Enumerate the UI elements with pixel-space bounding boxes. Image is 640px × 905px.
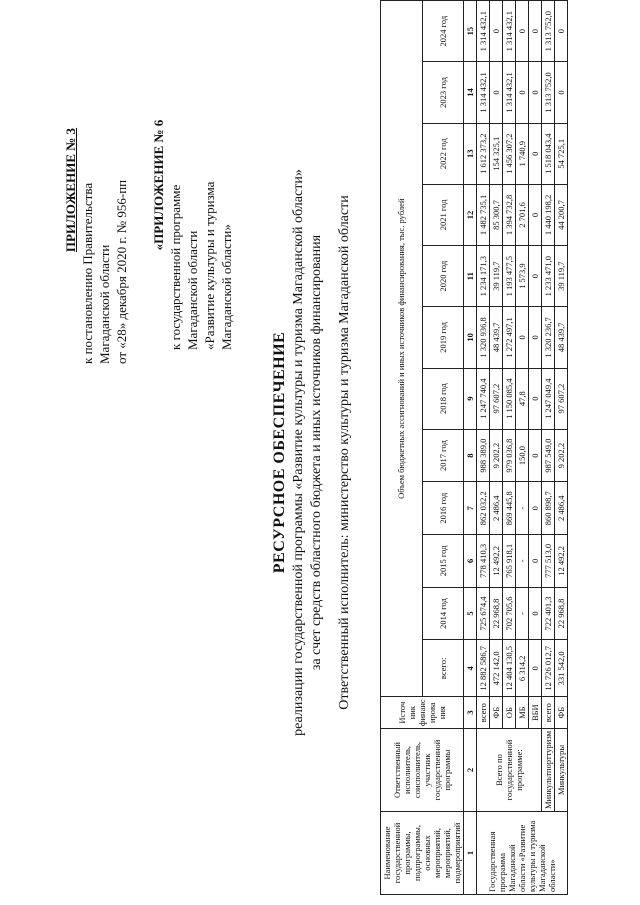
value-cell: 0	[516, 62, 529, 123]
value-cell: 0	[529, 429, 542, 482]
value-cell: 860 898,7	[542, 482, 555, 535]
value-cell: 862 032,2	[477, 482, 490, 535]
value-cell: 0	[529, 246, 542, 307]
document-subtitle: за счет средств областного бюджета и иных источников финансирования	[309, 234, 324, 671]
value-cell: 1 320 236,7	[542, 307, 555, 368]
value-cell: 12 404 130,5	[503, 640, 516, 697]
value-cell: 0	[516, 307, 529, 368]
responsible-executor: Ответственный исполнитель: министерство культуры и туризма Магаданской области	[337, 195, 352, 710]
col-header-total: всего:	[422, 640, 464, 697]
value-cell: 0	[529, 62, 542, 123]
value-cell: 1 314 432,1	[477, 1, 490, 62]
appendix-program-line: Магаданской области»	[219, 224, 234, 350]
value-cell: 0	[529, 368, 542, 429]
value-cell: 12 492,2	[555, 535, 568, 588]
value-cell: 0	[529, 307, 542, 368]
col-header-source: Источ ник финанс ирова ния	[381, 697, 464, 729]
value-cell: 22 968,8	[555, 587, 568, 640]
value-cell: 1 233 471,0	[542, 246, 555, 307]
col-header-year: 2014 год	[422, 587, 464, 640]
value-cell: 0	[516, 1, 529, 62]
value-cell: 1 482 735,1	[477, 184, 490, 245]
resource-table	[380, 0, 568, 895]
col-index: 7	[464, 482, 477, 535]
appendix-program-title: «ПРИЛОЖЕНИЕ № 6	[151, 119, 166, 251]
value-cell: 47,8	[516, 368, 529, 429]
value-cell: 2 486,4	[490, 482, 503, 535]
appendix-program-line: «Развитие культуры и туризма	[202, 181, 217, 350]
value-cell: 48 439,7	[555, 307, 568, 368]
value-cell: 39 119,7	[490, 246, 503, 307]
col-index: 14	[464, 62, 477, 123]
value-cell: 1 313 752,0	[542, 62, 555, 123]
col-header-executor: Ответственный исполнитель, соисполнитель, участник государственной программы	[381, 729, 464, 812]
source-cell: ВБИ	[529, 697, 542, 729]
value-cell: 154 325,1	[490, 123, 503, 184]
col-index: 6	[464, 535, 477, 588]
value-cell: 0	[529, 640, 542, 697]
value-cell: 869 445,8	[503, 482, 516, 535]
value-cell: 1 314 432,1	[503, 1, 516, 62]
table-header-row	[381, 1, 423, 895]
appendix-block	[62, 10, 130, 370]
value-cell: 472 142,0	[490, 640, 503, 697]
value-cell: 0	[529, 587, 542, 640]
document-subtitle: реализации государственной программы «Развитие культуры и туризма Магаданской области»	[291, 169, 306, 736]
appendix-title: ПРИЛОЖЕНИЕ № 3	[63, 127, 78, 253]
value-cell: -	[516, 482, 529, 535]
value-cell: 2 486,4	[555, 482, 568, 535]
value-cell: 12 882 586,7	[477, 640, 490, 697]
col-header-year: 2020 год	[422, 246, 464, 307]
value-cell: 1 740,9	[516, 123, 529, 184]
table-row	[555, 1, 568, 895]
col-index: 2	[464, 729, 477, 812]
value-cell: 777 513,0	[542, 535, 555, 588]
value-cell: 12 726 012,7	[542, 640, 555, 697]
col-header-year: 2015 год	[422, 535, 464, 588]
col-header-name: Наименование государственной программы, подпрограммы, основных мероприятий, мероприятий, подмероприятий	[381, 812, 464, 895]
value-cell: 97 607,2	[490, 368, 503, 429]
source-cell: МБ	[516, 697, 529, 729]
col-header-year: 2016 год	[422, 482, 464, 535]
col-index: 11	[464, 246, 477, 307]
col-header-year: 2024 год	[422, 1, 464, 62]
value-cell: 0	[529, 123, 542, 184]
value-cell: 1 320 936,8	[477, 307, 490, 368]
value-cell: 1 518 043,4	[542, 123, 555, 184]
value-cell: 85 300,7	[490, 184, 503, 245]
source-cell: ФБ	[555, 697, 568, 729]
value-cell: 987 549,0	[542, 429, 555, 482]
value-cell: 48 439,7	[490, 307, 503, 368]
value-cell: 22 968,8	[490, 587, 503, 640]
value-cell: 1 150 085,4	[503, 368, 516, 429]
value-cell: 702 705,6	[503, 587, 516, 640]
appendix-program-line: к государственной программе	[168, 184, 183, 350]
value-cell: 9 202,2	[490, 429, 503, 482]
appendix-program-line: Магаданской области	[185, 230, 200, 350]
value-cell: 0	[555, 1, 568, 62]
col-index: 10	[464, 307, 477, 368]
table-row	[542, 1, 555, 895]
appendix-line: от «28» декабря 2020 г. № 956-пп	[114, 179, 129, 364]
value-cell: 1 314 432,1	[477, 62, 490, 123]
value-cell: 0	[490, 62, 503, 123]
appendix-program-block	[150, 20, 235, 350]
col-index: 3	[464, 697, 477, 729]
value-cell: 1 193 477,5	[503, 246, 516, 307]
source-cell: всего	[542, 697, 555, 729]
col-index: 9	[464, 368, 477, 429]
col-index: 5	[464, 587, 477, 640]
document-title: РЕСУРСНОЕ ОБЕСПЕЧЕНИЕ	[271, 331, 288, 574]
program-rows	[477, 1, 568, 895]
executor-cell: Минкультпорттуризм	[542, 729, 555, 812]
col-index: 12	[464, 184, 477, 245]
value-cell: 1 456 307,2	[503, 123, 516, 184]
col-index: 4	[464, 640, 477, 697]
value-cell: 0	[529, 482, 542, 535]
value-cell: 1 247 740,4	[477, 368, 490, 429]
col-header-year: 2022 год	[422, 123, 464, 184]
col-header-year: 2021 год	[422, 184, 464, 245]
value-cell: 0	[529, 184, 542, 245]
value-cell: 2 701,6	[516, 184, 529, 245]
appendix-line: Магаданской области	[97, 244, 112, 364]
value-cell: 0	[529, 1, 542, 62]
col-header-volume: Объем бюджетных ассигнований и иных источников финансирования, тыс. рублей	[381, 1, 423, 697]
value-cell: 1 247 049,4	[542, 368, 555, 429]
value-cell: 150,0	[516, 429, 529, 482]
value-cell: 0	[555, 62, 568, 123]
program-name-cell: Государственная программа Магаданской области «Развитие культуры и туризма Магаданской области»	[477, 812, 568, 895]
source-cell: ОБ	[503, 697, 516, 729]
value-cell: -	[516, 535, 529, 588]
value-cell: 725 674,4	[477, 587, 490, 640]
value-cell: 44 200,7	[555, 184, 568, 245]
source-cell: всего	[477, 697, 490, 729]
value-cell: 1 440 198,2	[542, 184, 555, 245]
table-index-row	[464, 1, 477, 895]
value-cell: 9 202,2	[555, 429, 568, 482]
value-cell: 97 607,2	[555, 368, 568, 429]
value-cell: -	[516, 587, 529, 640]
col-header-year: 2018 год	[422, 368, 464, 429]
appendix-line: к постановлению Правительства	[80, 182, 95, 364]
col-header-year: 2019 год	[422, 307, 464, 368]
col-index: 15	[464, 1, 477, 62]
value-cell: 778 410,3	[477, 535, 490, 588]
value-cell: 1 573,9	[516, 246, 529, 307]
value-cell: 1 313 752,0	[542, 1, 555, 62]
table-row	[477, 1, 490, 895]
value-cell: 1 272 497,1	[503, 307, 516, 368]
executor-cell: Минкультуры	[555, 729, 568, 812]
value-cell: 0	[490, 1, 503, 62]
value-cell: 988 389,0	[477, 429, 490, 482]
value-cell: 6 314,2	[516, 640, 529, 697]
all-program-label-cell: Всего по государственной программе:	[477, 729, 542, 812]
col-index: 13	[464, 123, 477, 184]
value-cell: 1 234 171,3	[477, 246, 490, 307]
col-header-year: 2023 год	[422, 62, 464, 123]
source-cell: ФБ	[490, 697, 503, 729]
value-cell: 765 918,1	[503, 535, 516, 588]
col-index: 8	[464, 429, 477, 482]
document-heading	[270, 0, 354, 905]
value-cell: 1 612 373,2	[477, 123, 490, 184]
value-cell: 12 492,2	[490, 535, 503, 588]
value-cell: 979 036,8	[503, 429, 516, 482]
col-index: 1	[464, 812, 477, 895]
value-cell: 722 401,3	[542, 587, 555, 640]
value-cell: 39 119,7	[555, 246, 568, 307]
col-header-year: 2017 год	[422, 429, 464, 482]
value-cell: 0	[529, 535, 542, 588]
value-cell: 1 314 432,1	[503, 62, 516, 123]
value-cell: 1 394 732,8	[503, 184, 516, 245]
value-cell: 331 542,0	[555, 640, 568, 697]
value-cell: 54 725,1	[555, 123, 568, 184]
